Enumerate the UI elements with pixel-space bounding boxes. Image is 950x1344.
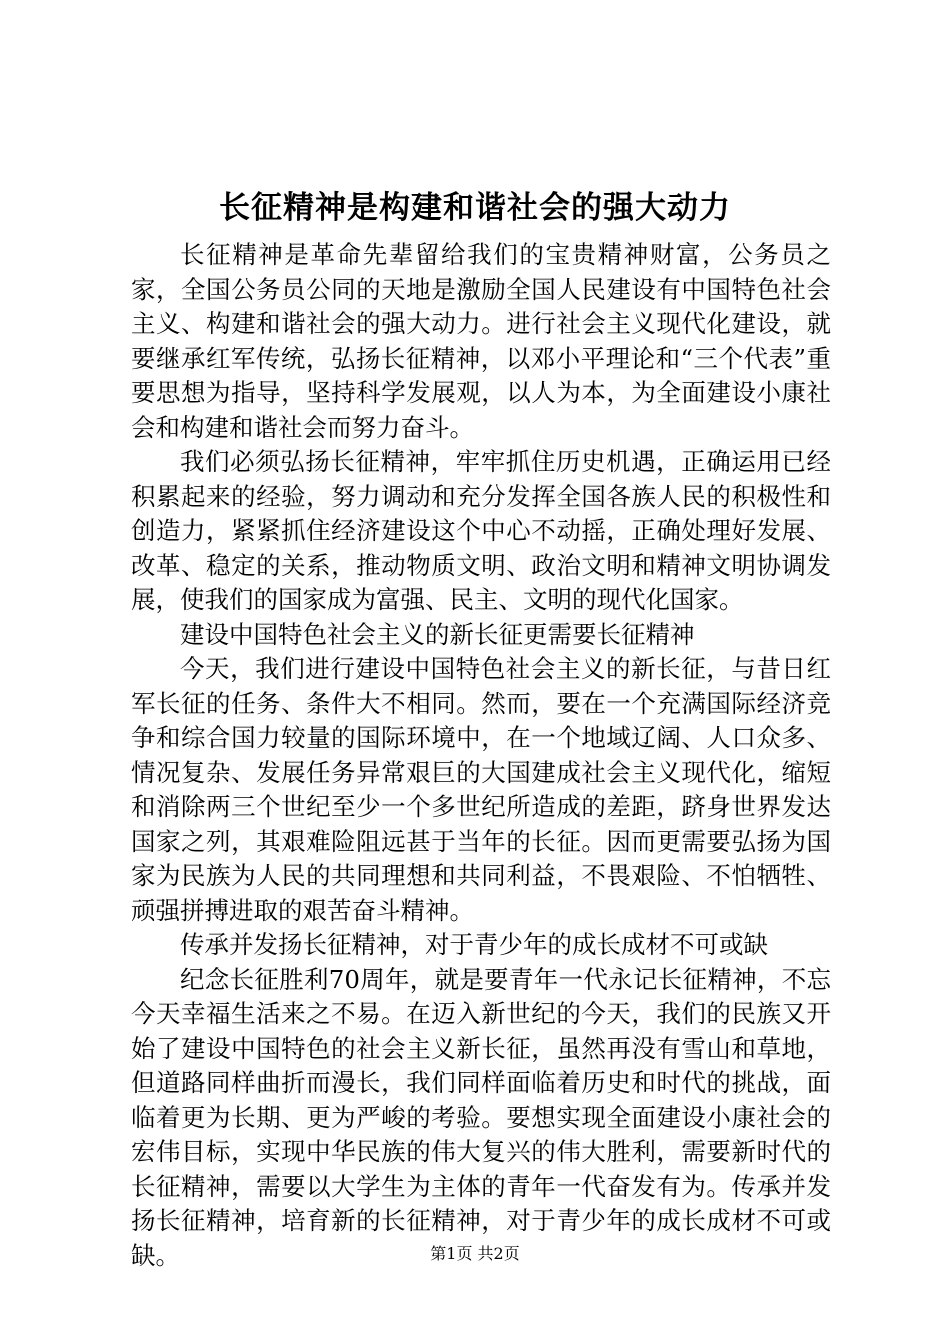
document-body [131,238,831,1273]
section-heading-2: 传承并发扬长征精神，对于青少年的成长成材不可或缺 [180,930,768,959]
paragraph-1: 长征精神是革命先辈留给我们的宝贵精神财富，公务员之家，全国公务员公同的天地是激励全国人民建设有中国特色社会主义、构建和谐社会的强大动力。进行社会主义现代化建设，就要继承红军传统，弘扬长征精神，以邓小平理论和“三个代表”重要思想为指导，坚持科学发展观，以人为本，为全面建设小康社会和构建和谐社会而努力奋斗。 [131,240,831,442]
document-title: 长征精神是构建和谐社会的强大动力 [219,190,731,226]
paragraph-4: 纪念长征胜利70周年，就是要青年一代永记长征精神，不忘今天幸福生活来之不易。在迈入新世纪的今天，我们的民族又开始了建设中国特色的社会主义新长征，虽然再没有雪山和草地，但道路同样曲折而漫长，我们同样面临着历史和时代的挑战，面临着更为长期、更为严峻的考验。要想实现全面建设小康社会的宏伟目标，实现中华民族的伟大复兴的伟大胜利，需要新时代的长征精神，需要以大学生为主体的青年一代奋发有为。传承并发扬长征精神，培育新的长征精神，对于青少年的成长成材不可或缺。 [131,964,831,1270]
page-number-footer: 第1页 共2页 [430,1244,520,1263]
paragraph-3: 今天，我们进行建设中国特色社会主义的新长征，与昔日红军长征的任务、条件大不相同。然而，要在一个充满国际经济竞争和综合国力较量的国际环境中，在一个地域辽阔、人口众多、情况复杂、发展任务异常艰巨的大国建成社会主义现代化，缩短和消除两三个世纪至少一个多世纪所造成的差距，跻身世界发达国家之列，其艰难险阻远甚于当年的长征。因而更需要弘扬为国家为民族为人民的共同理想和共同利益，不畏艰险、不怕牺牲、顽强拼搏进取的艰苦奋斗精神。 [131,654,831,925]
paragraph-2: 我们必须弘扬长征精神，牢牢抓住历史机遇，正确运用已经积累起来的经验，努力调动和充分发挥全国各族人民的积极性和创造力，紧紧抓住经济建设这个中心不动摇，正确处理好发展、改革、稳定的关系，推动物质文明、政治文明和精神文明协调发展，使我们的国家成为富强、民主、文明的现代化国家。 [131,447,831,614]
section-heading-1: 建设中国特色社会主义的新长征更需要长征精神 [180,619,695,649]
